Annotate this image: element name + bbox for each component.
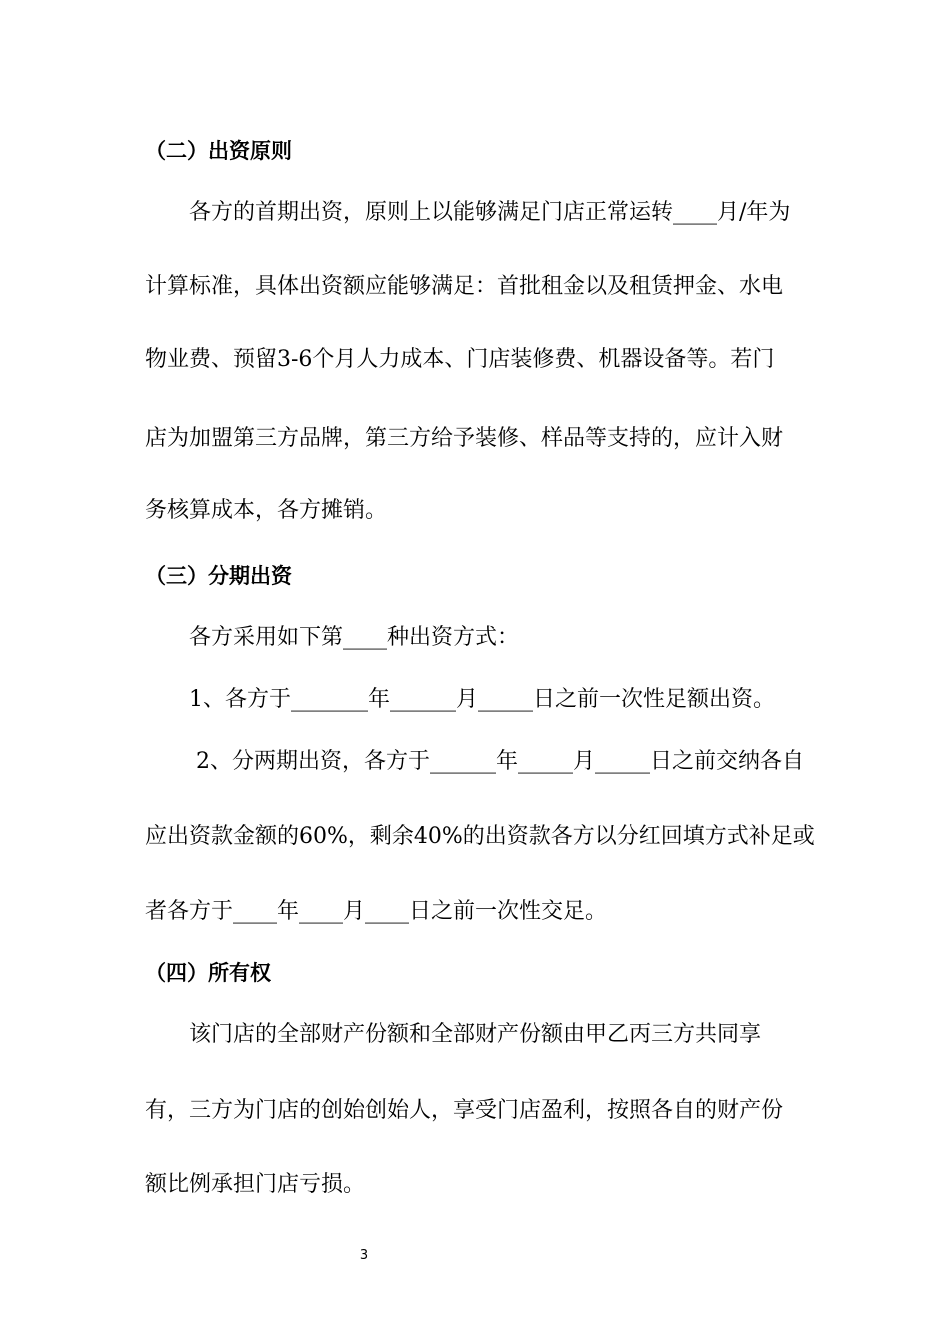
paragraph-line: 店为加盟第三方品牌，第三方给予装修、样品等支持的，应计入财 <box>145 426 784 451</box>
paragraph-line: 各方的首期出资，原则上以能够满足门店正常运转____月/年为 <box>145 200 791 225</box>
section-heading-ownership: （四）所有权 <box>145 961 271 985</box>
paragraph-line: 2、分两期出资，各方于______年_____月_____日之前交纳各自 <box>145 749 804 774</box>
paragraph-line: 该门店的全部财产份额和全部财产份额由甲乙丙三方共同享 <box>145 1022 762 1047</box>
paragraph-line: 1、各方于_______年______月_____日之前一次性足额出资。 <box>145 687 775 712</box>
paragraph-line: 物业费、预留3-6个月人力成本、门店装修费、机器设备等。若门 <box>145 347 775 372</box>
paragraph-line: 务核算成本，各方摊销。 <box>145 498 388 523</box>
paragraph-line: 有，三方为门店的创始创始人，享受门店盈利，按照各自的财产份 <box>145 1098 784 1123</box>
paragraph-line: 应出资款金额的60%，剩余40%的出资款各方以分红回填方式补足或 <box>145 824 815 849</box>
paragraph-line: 额比例承担门店亏损。 <box>145 1172 366 1197</box>
section-heading-installment: （三）分期出资 <box>145 564 292 588</box>
paragraph-line: 计算标准，具体出资额应能够满足：首批租金以及租赁押金、水电 <box>145 274 784 299</box>
paragraph-line: 各方采用如下第____种出资方式： <box>145 625 520 650</box>
page-number: 3 <box>359 1248 369 1263</box>
section-heading-capital-principle: （二）出资原则 <box>145 139 292 163</box>
paragraph-line: 者各方于____年____月____日之前一次性交足。 <box>145 899 608 924</box>
